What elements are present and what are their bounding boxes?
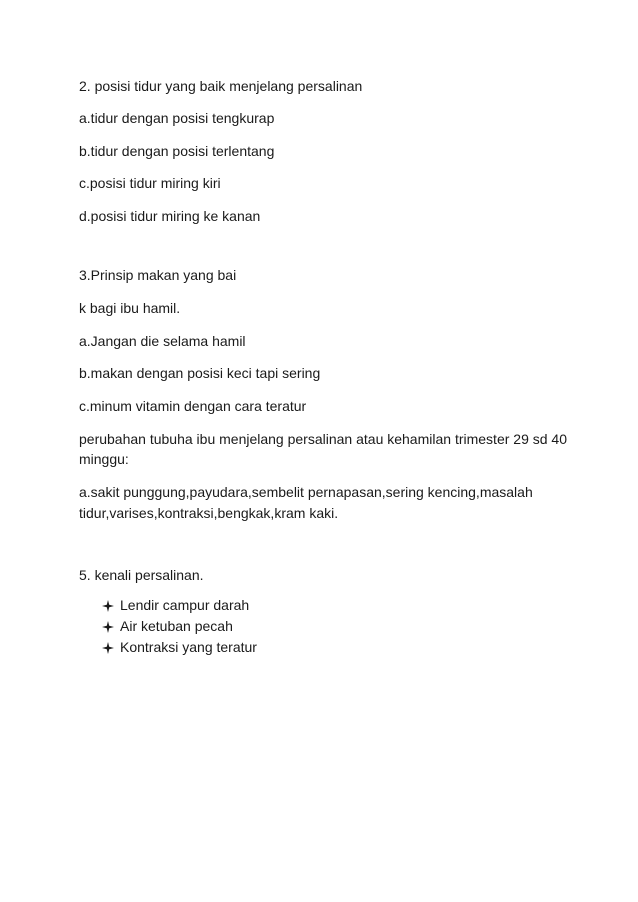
question-3-option-a: a.Jangan die selama hamil <box>79 333 246 349</box>
question-4-text-line1: perubahan tubuha ibu menjelang persalinan atau kehamilan trimester 29 sd 40 <box>79 431 567 447</box>
question-2-option-b: b.tidur dengan posisi terlentang <box>79 143 275 159</box>
diamond-bullet-icon <box>102 642 114 654</box>
question-3-title-line2: k bagi ibu hamil. <box>79 300 181 316</box>
question-3-option-b: b.makan dengan posisi keci tapi sering <box>79 365 321 381</box>
question-3-option-c: c.minum vitamin dengan cara teratur <box>79 398 307 414</box>
question-2-title: 2. posisi tidur yang baik menjelang persalinan <box>79 78 363 94</box>
question-2-option-c: c.posisi tidur miring kiri <box>79 175 221 191</box>
list-item <box>102 637 257 658</box>
list-item <box>102 595 257 616</box>
list-item <box>102 616 257 637</box>
question-2-option-d: d.posisi tidur miring ke kanan <box>79 208 261 224</box>
question-4-text-line2: minggu: <box>79 451 129 467</box>
question-5-bullet-list <box>102 595 257 658</box>
diamond-bullet-icon <box>102 600 114 612</box>
question-5-title: 5. kenali persalinan. <box>79 567 204 583</box>
bullet-text: Kontraksi yang teratur <box>120 639 257 655</box>
bullet-text: Lendir campur darah <box>120 597 250 613</box>
bullet-text: Air ketuban pecah <box>120 618 233 634</box>
question-3-title-line1: 3.Prinsip makan yang bai <box>79 267 237 283</box>
question-4-answer-line1: a.sakit punggung,payudara,sembelit pernapasan,sering kencing,masalah <box>79 484 533 500</box>
question-4-answer-line2: tidur,varises,kontraksi,bengkak,kram kaki. <box>79 505 339 521</box>
diamond-bullet-icon <box>102 621 114 633</box>
question-2-option-a: a.tidur dengan posisi tengkurap <box>79 110 275 126</box>
